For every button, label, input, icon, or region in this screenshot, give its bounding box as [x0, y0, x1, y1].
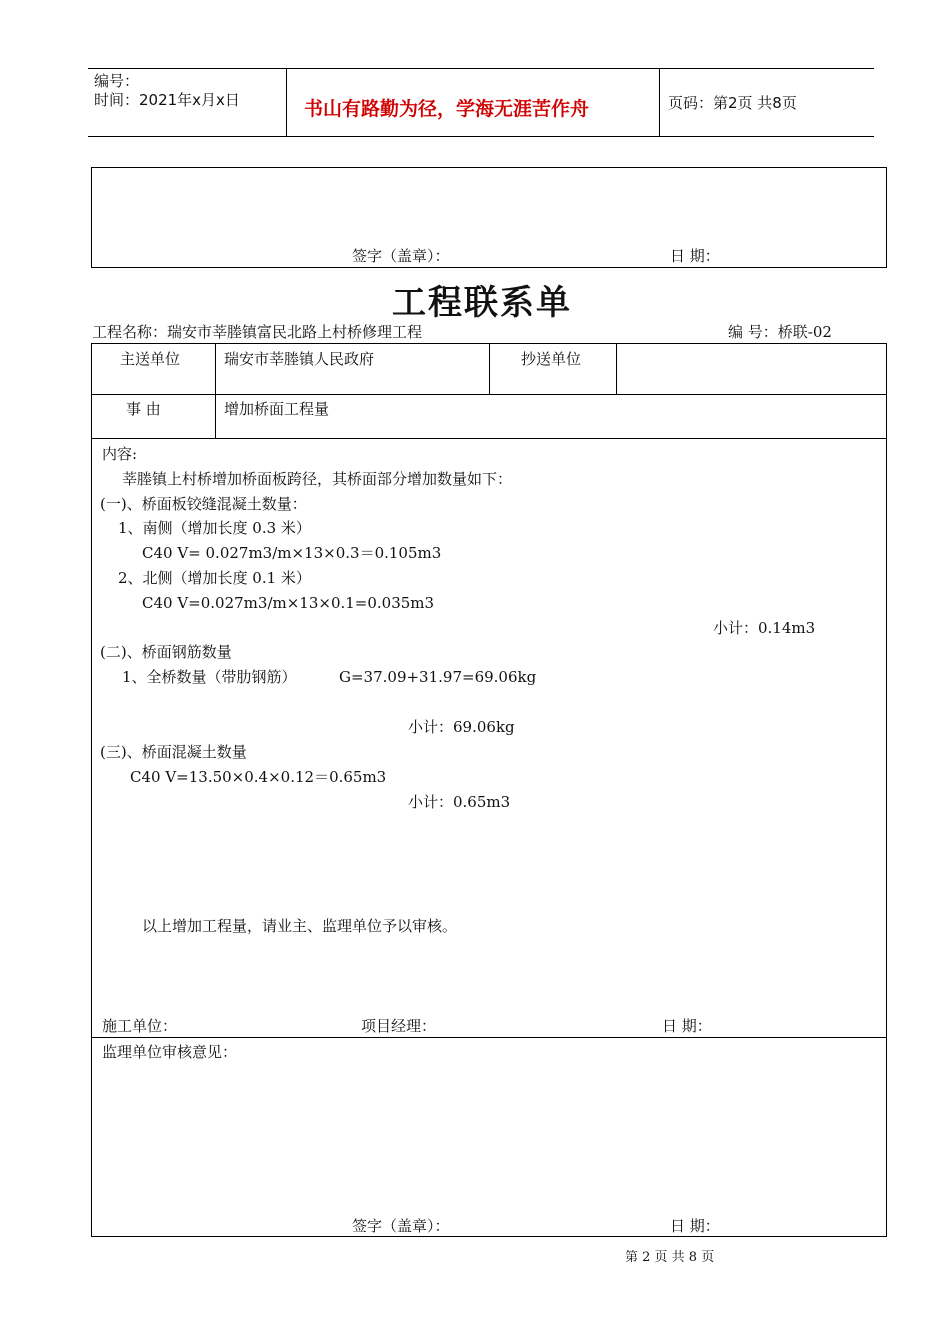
- supervisor-date-label: 日 期：: [670, 1217, 720, 1235]
- content-intro: 莘塍镇上村桥增加桥面板跨径，其桥面部分增加数量如下：: [122, 470, 513, 488]
- row1-bottom-rule: [92, 394, 886, 395]
- subject-value: 增加桥面工程量: [224, 400, 330, 418]
- header-page-label: 页码：第2页 共8页: [668, 94, 797, 112]
- sender-value: 瑞安市莘塍镇人民政府: [224, 350, 375, 368]
- contractor-label: 施工单位：: [102, 1017, 178, 1035]
- form-serial-number: 编 号：桥联-02: [728, 323, 832, 341]
- section1-title: (一)、桥面板铰缝混凝土数量：: [100, 495, 307, 513]
- closing-request: 以上增加工程量，请业主、监理单位予以审核。: [142, 917, 458, 935]
- form-table: [91, 343, 887, 1237]
- section1-subtotal: 小计：0.14m3: [713, 619, 816, 637]
- cc-label-right-divider: [616, 344, 617, 394]
- supervisor-sign-label: 签字（盖章）：: [352, 1217, 450, 1235]
- sender-label: 主送单位: [120, 350, 181, 368]
- section1-item1-formula: C40 V= 0.027m3/m×13×0.3＝0.105m3: [142, 544, 442, 562]
- content-heading: 内容:: [102, 445, 138, 463]
- cc-label: 抄送单位: [521, 350, 582, 368]
- supervisor-opinion-label: 监理单位审核意见：: [102, 1043, 238, 1061]
- header-time-label: 时间：2021年x月x日: [94, 91, 240, 109]
- section2-item1-formula: G=37.09+31.97=69.06kg: [339, 668, 537, 686]
- section2-subtotal: 小计：69.06kg: [408, 718, 515, 736]
- form-title: 工程联系单: [392, 283, 572, 323]
- content-bottom-rule: [92, 1037, 886, 1038]
- header-divider-left: [286, 68, 287, 136]
- top-signature-box: [91, 167, 887, 268]
- header-serial-label: 编号：: [94, 72, 140, 90]
- header-top-rule: [88, 68, 874, 69]
- project-name: 工程名称：瑞安市莘塍镇富民北路上村桥修理工程: [92, 323, 423, 341]
- section2-title: (二)、桥面钢筋数量: [100, 643, 232, 661]
- header-motto: 书山有路勤为径，学海无涯苦作舟: [304, 98, 590, 120]
- section1-item1: 1、南侧（增加长度 0.3 米）: [118, 519, 311, 537]
- contractor-date-label: 日 期：: [662, 1017, 712, 1035]
- label-column-divider: [215, 344, 216, 438]
- cc-label-left-divider: [489, 344, 490, 394]
- header-bottom-rule: [88, 136, 874, 137]
- header-divider-right: [659, 68, 660, 136]
- manager-label: 项目经理：: [361, 1017, 437, 1035]
- subject-label: 事 由: [126, 400, 161, 418]
- section3-formula: C40 V=13.50×0.4×0.12＝0.65m3: [130, 768, 387, 786]
- section3-title: (三)、桥面混凝土数量: [100, 743, 247, 761]
- top-date-label: 日 期：: [670, 247, 720, 265]
- section1-item2-formula: C40 V=0.027m3/m×13×0.1=0.035m3: [142, 594, 435, 612]
- top-sign-label: 签字（盖章）：: [352, 247, 450, 265]
- section2-item1: 1、全桥数量（带肋钢筋）: [122, 668, 297, 686]
- row2-bottom-rule: [92, 438, 886, 439]
- section3-subtotal: 小计：0.65m3: [408, 793, 511, 811]
- footer-page-label: 第 2 页 共 8 页: [625, 1250, 715, 1265]
- section1-item2: 2、北侧（增加长度 0.1 米）: [118, 569, 311, 587]
